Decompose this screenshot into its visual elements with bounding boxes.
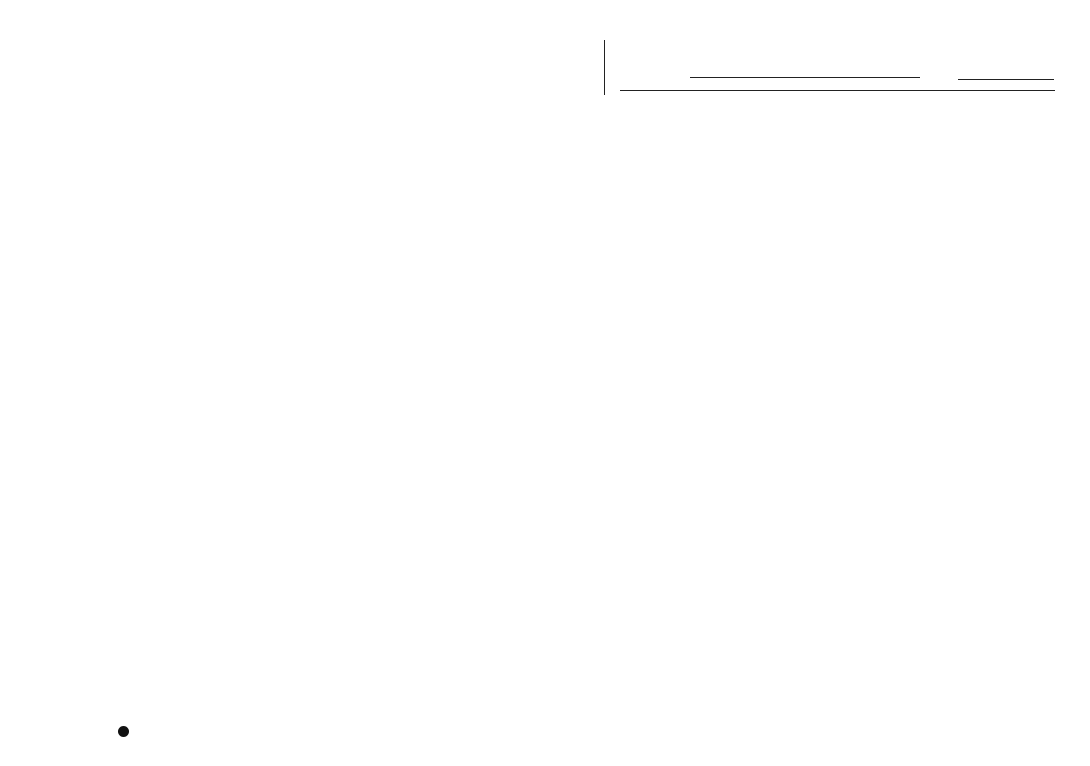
header-rule [620,90,1055,91]
header-divider [604,40,605,95]
logo-icon [118,726,129,737]
municipality-underline [690,77,920,78]
province-underline [958,79,1054,80]
